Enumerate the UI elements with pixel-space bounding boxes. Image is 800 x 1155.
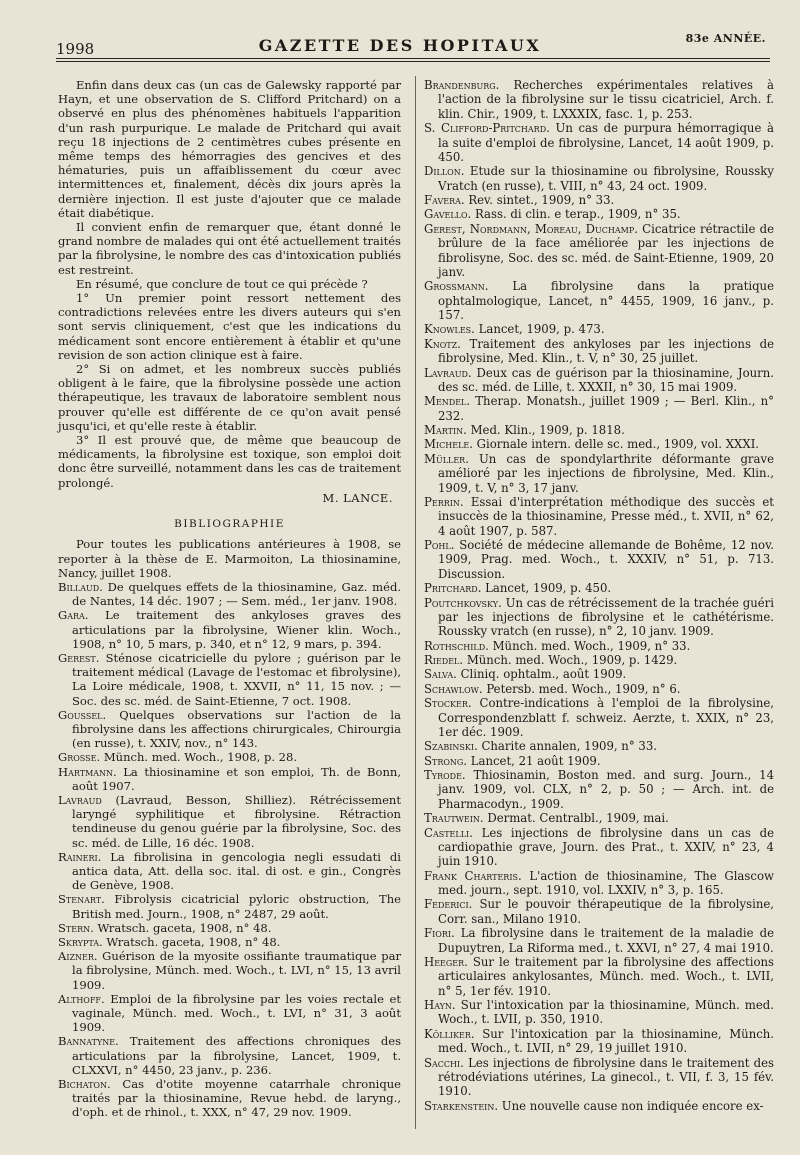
reference-text: Cliniq. ophtalm., août 1909. xyxy=(460,667,627,682)
reference-text: Les injections de fibrolysine dans un cas de cardiopathie grave, Journ. des Prat., t. XXIV, n° 23, 4 juin 1910. xyxy=(438,825,774,869)
reference-text: Lancet, 1909, p. 450. xyxy=(485,581,612,596)
bibliography-list-right xyxy=(424,78,774,1113)
bibliography-entry xyxy=(424,423,774,437)
bibliography-entry xyxy=(58,750,401,764)
reference-author: Kölliker. xyxy=(424,1026,475,1041)
reference-author: Martin. xyxy=(424,423,467,437)
bibliography-entry xyxy=(58,765,401,793)
reference-text: Thiosinamin, Boston med. and surg. Journ., 14 janv. 1909, vol. CLX, n° 2, p. 50 ; — Arch. int. de Pharmacodyn., 1909. xyxy=(438,768,775,811)
reference-text: Guérison de la myosite ossifiante traumatique par la fibrolysine, Münch. med. Woch., t. LVI, n° 15, 13 avril 1909. xyxy=(72,949,402,992)
reference-author: Stenart. xyxy=(58,892,105,907)
reference-text: Un cas de rétrécissement de la trachée guéri par les injections de fibrolysine et le cathétérisme. Roussky vratch (en russe), n° 2, 10 janv. 1909. xyxy=(438,595,775,639)
reference-text: Rev. sintet., 1909, n° 33. xyxy=(468,193,615,207)
reference-text: Med. Klin., 1909, p. 1818. xyxy=(470,423,625,437)
reference-author: Pohl. xyxy=(424,538,455,552)
bibliography-entry xyxy=(424,897,774,926)
bibliography-entry xyxy=(424,926,774,955)
reference-text: Dermat. Centralbl., 1909, mai. xyxy=(487,811,669,826)
left-column xyxy=(58,78,401,1120)
reference-author: Michele. xyxy=(424,437,473,452)
reference-author: Gerest, Nordmann, Moreau, Duchamp. xyxy=(424,221,638,236)
reference-author: Knotz. xyxy=(424,336,461,351)
bibliography-entry xyxy=(58,708,401,751)
column-divider xyxy=(415,76,416,1129)
bibliography-entry xyxy=(424,955,774,998)
bibliography-entry xyxy=(424,1099,774,1113)
header-rule xyxy=(56,58,770,59)
reference-author: Pritchard. xyxy=(424,581,482,596)
reference-text: La fibrolysine dans la pratique ophtalmologique, Lancet, n° 4455, 1909, 16 janv., p. 157. xyxy=(438,279,775,322)
reference-text: Münch. med. Woch., 1909, p. 1429. xyxy=(466,653,678,667)
reference-text: Un cas de spondylarthrite déformante grave amélioré par les injections de fibrolysine, Med. Klin., 1909, t. V, n° 3, 17 janv. xyxy=(438,451,775,495)
reference-author: Frank Charteris. xyxy=(424,868,522,883)
bibliography-entry xyxy=(424,998,774,1027)
bibliography-entry xyxy=(58,793,401,850)
bibliography-entry xyxy=(424,193,774,207)
bibliography-entry xyxy=(424,696,774,739)
reference-author: Trautwein. xyxy=(424,811,484,826)
reference-author: Starkenstein. xyxy=(424,1098,499,1113)
reference-author: Mendel. xyxy=(424,394,471,409)
reference-author: Aizner. xyxy=(58,949,98,964)
bibliography-entry xyxy=(424,826,774,869)
reference-text: La fibrolysine dans le traitement de la maladie de Dupuytren, La Riforma med., t. XXVI, n° 27, 4 mai 1910. xyxy=(438,926,774,955)
reference-author: Stern. xyxy=(58,920,94,935)
reference-text: Cicatrice rétractile de brûlure de la face améliorée par les injections de fibrolisyne, Soc. des sc. méd. de Saint-Etienne, 1909, 20 janv. xyxy=(438,221,775,279)
bibliography-entry xyxy=(424,581,774,595)
reference-author: Riedel. xyxy=(424,653,464,667)
reference-author: Hayn. xyxy=(424,998,456,1012)
reference-text: De quelques effets de la thiosinamine, Gaz. méd. de Nantes, 14 déc. 1907 ; — Sem. méd., 1er janv. 1908. xyxy=(72,579,402,609)
reference-author: Fiori. xyxy=(424,926,455,941)
bibliography-entry xyxy=(424,667,774,681)
right-column xyxy=(424,78,774,1113)
reference-author: Brandenburg. xyxy=(424,78,500,92)
reference-text: Une nouvelle cause non indiquée encore ex- xyxy=(501,1098,764,1113)
reference-text: L'action de thiosinamine, The Glascow med. journ., sept. 1910, vol. LXXIV, n° 3, p. 165. xyxy=(438,868,774,897)
reference-text: Giornale intern. delle sc. med., 1909, vol. XXXI. xyxy=(476,437,760,452)
bibliography-entry xyxy=(58,921,401,935)
bibliography-entry xyxy=(424,452,774,495)
reference-author: Szabinski. xyxy=(424,739,478,754)
bibliography-entry xyxy=(424,1056,774,1099)
reference-author: Poutchkovsky. xyxy=(424,595,502,610)
bibliography-entry xyxy=(424,754,774,768)
reference-author: Stocker. xyxy=(424,696,472,711)
reference-text: Münch. med. Woch., 1909, n° 33. xyxy=(492,638,691,653)
reference-author: Lavraud xyxy=(58,792,102,807)
bibliography-entry xyxy=(424,164,774,193)
author-signature: M. LANCE. xyxy=(322,490,393,505)
reference-text: Quelques observations sur l'action de la fibrolysine dans les affections chirurgicales, Chirourgia (en russe), t. XXIV, nov., n° 143. xyxy=(72,707,402,751)
paragraph: En résumé, que conclure de tout ce qui précède ? xyxy=(76,276,368,291)
reference-text: Wratsch. gaceta, 1908, n° 48. xyxy=(106,934,281,949)
bibliography-entry xyxy=(424,337,774,366)
reference-text: Deux cas de guérison par la thiosinamine, Journ. des sc. méd. de Lille, t. XXXII, n° 30, 15 mai 1909. xyxy=(438,365,774,394)
reference-text: Emploi de la fibrolysine par les voies rectale et vaginale, Münch. med. Woch., t. LVI, n° 31, 3 août 1909. xyxy=(72,991,402,1035)
bibliography-entry xyxy=(424,366,774,395)
reference-text: Therap. Monatsh., juillet 1909 ; — Berl. Klin., n° 232. xyxy=(438,394,774,423)
journal-title: GAZETTE DES HOPITAUX xyxy=(258,36,542,55)
reference-author: Schawlow. xyxy=(424,681,483,696)
bibliography-entry xyxy=(424,811,774,825)
page-number: 1998 xyxy=(56,40,95,58)
reference-author: Müller. xyxy=(424,451,469,466)
bibliography-entry xyxy=(58,1034,401,1077)
reference-author: Castelli. xyxy=(424,825,473,840)
reference-author: Favera. xyxy=(424,193,465,207)
reference-text: Contre-indications à l'emploi de la fibrolysine, Correspondenzblatt f. schweiz. Aerzte, t. XXIX, n° 23, 1er déc. 1909. xyxy=(438,696,774,739)
bibliography-entry xyxy=(58,892,401,920)
reference-author: Gara. xyxy=(58,608,89,623)
reference-text: Les injections de fibrolysine dans le traitement des rétrodéviations utérines, La ginecol., t. VII, f. 3, 15 fév. 1910. xyxy=(438,1055,775,1099)
reference-author: Bannatyne. xyxy=(58,1034,119,1049)
reference-text: Rass. di clin. e terap., 1909, n° 35. xyxy=(474,207,681,222)
reference-text: Wratsch. gaceta, 1908, n° 48. xyxy=(97,920,272,935)
reference-author: Lavraud. xyxy=(424,365,472,380)
paragraph: 1° Un premier point ressort nettement des contradictions relevées entre les divers auteurs qui s'en sont servis cliniquement, c'est que les indications du médicament sont encore entièrement à établir et qu'une revision de son action clinique est à faire. xyxy=(58,291,401,362)
reference-author: Rothschild. xyxy=(424,638,489,653)
reference-author: Strong. xyxy=(424,753,468,768)
year-label: 83e ANNÉE. xyxy=(685,32,766,45)
bibliography-entry xyxy=(58,935,401,949)
bibliography-entry xyxy=(58,1077,401,1120)
bibliography-entry xyxy=(424,437,774,451)
reference-text: (Lavraud, Besson, Shilliez). Rétrécissement laryngé syphilitique et fibrolysine. Rétraction tendineuse du genou guérie par la fibrolysine, Soc. des sc. méd. de Lille, 16 déc. 1908. xyxy=(72,792,401,850)
reference-author: Knowles. xyxy=(424,322,475,337)
bibliography-entry xyxy=(58,651,401,708)
reference-text: Société de médecine allemande de Bohême, 12 nov. 1909, Prag. med. Woch., t. XXXIV, n° 51, p. 713. Discussion. xyxy=(438,538,774,581)
bibliography-entry xyxy=(424,322,774,336)
reference-text: Traitement des affections chroniques des articulations par la fibrolysine, Lancet, 1909, t. CLXXVI, n° 4450, 23 janv., p. 236. xyxy=(72,1034,402,1077)
reference-text: Recherches expérimentales relatives à l'action de la fibrolysine sur le tissu cicatriciel, Arch. f. klin. Chir., 1909, t. LXXXIX, fasc. 1, p. 253. xyxy=(438,78,774,121)
bibliography-entry xyxy=(58,992,401,1035)
paragraph: Enfin dans deux cas (un cas de Galewsky rapporté par Hayn, et une observation de S. Clifford Pritchard) on a observé en plus des phénomènes habituels l'apparition d'un rash purpurique. Le malade de Pritchard qui avait reçu 18 injections de 2 centimètres cubes présente en même temps des hémorragies des gencives et des hématuries, puis un affaiblissement du cœur avec intermittences et, finalement, décès dix jours après la dernière injection. Il est juste d'ajouter que ce malade était diabétique. xyxy=(58,78,401,220)
bibliography-entry xyxy=(424,596,774,639)
reference-text: Sur le traitement par la fibrolysine des affections articulaires ankylosantes, Münch. med. Woch., t. LVII, n° 5, 1er fév. 1910. xyxy=(438,954,775,998)
reference-text: Sur le pouvoir thérapeutique de la fibrolysine, Corr. san., Milano 1910. xyxy=(438,897,775,926)
reference-text: Essai d'interprétation méthodique des succès et insuccès de la thiosinamine, Presse méd., t. XVII, n° 62, 4 août 1907, p. 587. xyxy=(438,494,775,538)
paragraph: 3° Il est prouvé que, de même que beaucoup de médicaments, la fibrolysine est toxique, son emploi doit donc être surveillé, notamment dans les cas de traitement prolongé. xyxy=(58,433,401,490)
bibliography-entry xyxy=(58,580,401,608)
bibliography-entry xyxy=(424,279,774,322)
bibliography-entry xyxy=(424,639,774,653)
bibliography-entry xyxy=(424,768,774,811)
reference-text: Lancet, 1909, p. 473. xyxy=(478,322,605,337)
reference-author: Raineri. xyxy=(58,849,102,864)
reference-text: Traitement des ankyloses par les injections de fibrolysine, Med. Klin., t. V, n° 30, 25 juillet. xyxy=(438,336,774,366)
bibliography-entry xyxy=(424,538,774,581)
reference-text: Etude sur la thiosinamine ou fibrolysine, Roussky Vratch (en russe), t. VIII, n° 43, 24 oct. 1909. xyxy=(438,164,774,193)
bibliography-entry xyxy=(58,949,401,992)
reference-author: Gerest. xyxy=(58,650,100,665)
bibliography-entry xyxy=(424,682,774,696)
reference-text: Lancet, 21 août 1909. xyxy=(470,753,601,768)
reference-author: S. Clifford-Pritchard. xyxy=(424,121,550,136)
reference-author: Heeger. xyxy=(424,954,468,969)
reference-text: Le traitement des ankyloses graves des articulations par la fibrolysine, Wiener klin. Woch., 1908, n° 10, 5 mars, p. 340, et n° 12, 9 mars, p. 394. xyxy=(72,608,402,651)
bibliography-entry xyxy=(424,653,774,667)
bibliography-entry xyxy=(424,869,774,898)
reference-text: Münch. med. Woch., 1908, p. 28. xyxy=(103,750,298,765)
reference-author: Gavello. xyxy=(424,207,472,222)
bibliography-entry xyxy=(424,222,774,280)
bibliography-list-left xyxy=(58,580,401,1120)
reference-author: Perrin. xyxy=(424,494,464,509)
reference-author: Grossmann. xyxy=(424,279,489,294)
reference-author: Sacchi. xyxy=(424,1055,464,1070)
reference-text: La thiosinamine et son emploi, Th. de Bonn, août 1907. xyxy=(72,764,402,793)
reference-author: Hartmann. xyxy=(58,764,117,779)
reference-author: Goussel. xyxy=(58,707,107,722)
reference-author: Skrypta. xyxy=(58,934,103,949)
reference-author: Billaud. xyxy=(58,579,103,594)
bibliography-entry xyxy=(424,78,774,121)
bibliography-entry xyxy=(58,608,401,651)
bibliography-intro: Pour toutes les publications antérieures à 1908, se reporter à la thèse de E. Marmoiton, La thiosinamine, Nancy, juillet 1908. xyxy=(58,537,401,580)
reference-text: Sténose cicatricielle du pylore ; guérison par le traitement médical (Lavage de l'estomac et fibrolysine), La Loire médicale, 1908, t. XXVII, n° 11, 15 nov. ; — Soc. des sc. méd. de Saint-Etienne, 7 oct. 1908. xyxy=(72,650,401,708)
paragraph: 2° Si on admet, et les nombreux succès publiés obligent à le faire, que la fibrolysine possède une action thérapeutique, les travaux de laboratoire semblent nous prouver qu'elle est différente de ce qu'on avait pensé jusqu'ici, et qu'elle reste à établir. xyxy=(58,362,401,433)
bibliography-entry xyxy=(424,207,774,221)
reference-text: Cas d'otite moyenne catarrhale chronique traités par la thiosinamine, Revue hebd. de laryng., d'oph. et de rhinol., t. XXX, n° 47, 29 nov. 1909. xyxy=(72,1077,402,1120)
paragraph: Il convient enfin de remarquer que, étant donné le grand nombre de malades qui ont été actuellement traités par la fibrolysine, le nombre des cas d'intoxication publiés est restreint. xyxy=(58,220,401,277)
reference-author: Salva. xyxy=(424,667,457,682)
header-rule-thin xyxy=(56,61,770,62)
reference-text: La fibrolisina in gencologia negli essudati di antica data, Att. della soc. ital. di ost. e gin., Congrès de Genève, 1908. xyxy=(72,849,401,893)
reference-text: Fibrolysis cicatricial pyloric obstruction, The British med. Journ., 1908, n° 2487, 29 août. xyxy=(72,892,401,921)
bibliography-entry xyxy=(424,1027,774,1056)
reference-text: Petersb. med. Woch., 1909, n° 6. xyxy=(486,681,681,696)
reference-author: Tyrode. xyxy=(424,768,466,782)
bibliography-entry xyxy=(58,850,401,893)
reference-author: Grosse. xyxy=(58,750,101,765)
bibliography-entry xyxy=(424,394,774,423)
reference-author: Federici. xyxy=(424,897,473,912)
bibliography-entry xyxy=(424,495,774,538)
bibliography-entry xyxy=(424,739,774,753)
bibliography-entry xyxy=(424,121,774,164)
reference-author: Dillon. xyxy=(424,164,465,179)
reference-text: Sur l'intoxication par la thiosinamine, Münch. med. Woch., t. LVII, n° 29, 19 juillet 1910. xyxy=(438,1026,775,1056)
section-title: BIBLIOGRAPHIE xyxy=(174,518,285,531)
reference-text: Un cas de purpura hémorragique à la suite d'emploi de fibrolysine, Lancet, 14 août 1909, p. 450. xyxy=(438,121,774,164)
reference-text: Charite annalen, 1909, n° 33. xyxy=(481,739,657,754)
reference-author: Althoff. xyxy=(58,991,105,1006)
reference-author: Bichaton. xyxy=(58,1077,111,1092)
reference-text: Sur l'intoxication par la thiosinamine, Münch. med. Woch., t. LVII, p. 350, 1910. xyxy=(438,998,774,1027)
